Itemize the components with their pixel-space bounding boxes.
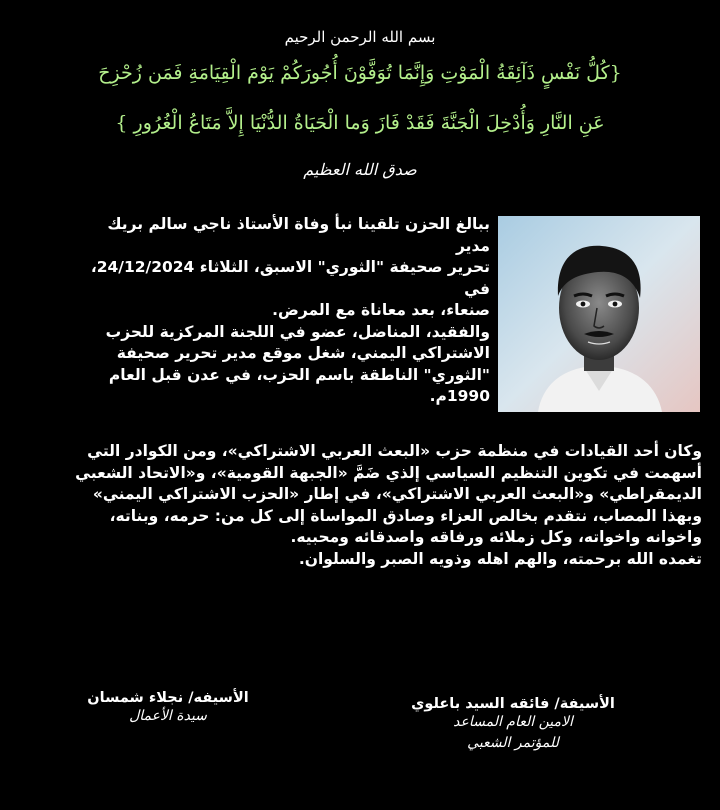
obituary-intro: [84, 214, 490, 408]
signature-name: الأسيفه/ نجلاء شمسان: [87, 690, 249, 706]
verse-line-2: عَنِ النَّارِ وَأُدْخِلَ الْجَنَّةَ فَقَدْ فَازَ وَما الْحَيَاةُ الدُّنْيَا إِلاَّ مَتَاعُ الْغُرُورِ }: [115, 112, 605, 134]
signature-left: [68, 690, 268, 727]
text-line: وبهذا المصاب، نتقدم بخالص العزاء وصادق المواساة إلى كل من: حرمه، وبناته،: [109, 506, 702, 525]
portrait-photo: [498, 216, 700, 412]
text-line: "الثوري" الناطقة باسم الحزب، في عدن قبل العام: [108, 365, 490, 384]
text-line: تغمده الله برحمته، والهم اهله وذويه الصبر والسلوان.: [298, 549, 702, 568]
text-line: الاشتراكي اليمني، شغل موقع مدير تحرير صحيفة: [116, 344, 490, 362]
text-line: الديمقراطي» و«البعث العربي الاشتراكي»، في إطار «الحزب الاشتراكي اليمني»: [92, 485, 702, 503]
basmala: بسم الله الرحمن الرحيم: [284, 28, 436, 46]
portrait-illustration: [498, 216, 700, 412]
sadaq-allah: صدق الله العظيم: [303, 160, 417, 179]
text-line: أسهمت في تكوين التنظيم السياسي إلذي ضَمَّ «الجبهة القومية»، و«الاتحاد الشعبي: [75, 463, 702, 482]
obituary-body: [18, 441, 702, 570]
signature-role: سيدة الأعمال: [129, 708, 207, 724]
text-line: واخوانه واخواته، وكل زملائه ورفاقه واصدقائه ومحبيه.: [290, 528, 702, 546]
signature-role: الامين العام المساعد: [453, 714, 573, 730]
text-line: وكان أحد القيادات في منظمة حزب «البعث العربي الاشتراكي»، ومن الكوادر التي: [87, 442, 702, 460]
verse-line-1: {كُلُّ نَفْسٍ ذَآئِقَةُ الْمَوْتِ وَإِنَّمَا تُوَفَّوْنَ أُجُورَكُمْ يَوْمَ الْقِيَامَةِ فَمَن زُحْزِحَ: [98, 62, 622, 84]
text-line: ببالغ الحزن تلقينا نبأ وفاة الأستاذ ناجي سالم بريك مدير: [107, 215, 490, 255]
signature-name: الأسيفة/ فائقه السيد باعلوي: [411, 696, 615, 712]
text-line: صنعاء، بعد معاناة مع المرض.: [272, 301, 490, 319]
signature-role: للمؤتمر الشعبي: [467, 735, 559, 751]
text-line: 1990م.: [429, 387, 490, 405]
text-line: تحرير صحيفة "الثوري" الاسبق، الثلاثاء 24/12/2024، في: [90, 258, 490, 298]
text-line: والفقيد، المناضل، عضو في اللجنة المركزية للحزب: [105, 322, 490, 341]
signature-right: [388, 696, 638, 754]
